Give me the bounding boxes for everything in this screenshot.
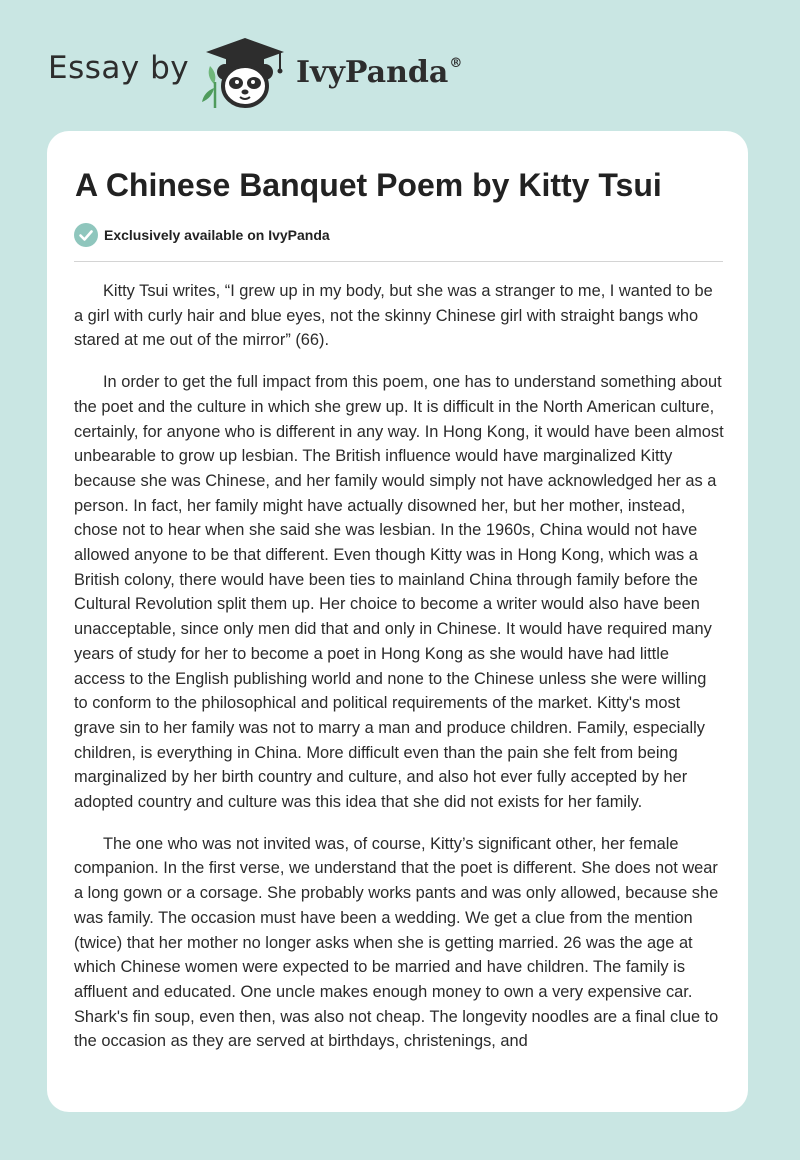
paragraph: In order to get the full impact from this poem, one has to understand something about the poet and the culture in which she grew up. It is difficult in the North American culture, certainly, for anyone who is different in any way. In Hong Kong, it would have been almost unbearable to grow up lesbian. The British influence would have marginalized Kitty because she was Chinese, and her family would simply not have acknowledged her as a person. In fact, her family might have actually disowned her, but her mother, instead, chose not to hear when she said she was lesbian. In the 1960s, China would not have allowed anyone to be that different. Even though Kitty was in Hong Kong, which was a British colony, there would have been ties to mainland China through family before the Cultural Revolution split them up. Her choice to become a writer would also have been unacceptable, since only men did that and only in Chinese. It would have required many years of study for her to become a poet in Hong Kong as she would have had little access to the English publishing world and none to the Chinese unless she were willing to conform to the philosophical and political requirements of the market. Kitty's most grave sin to her family was not to marry a man and produce children. Family, especially children, is everything in China. More difficult even than the pain she felt from being marginalized by her birth country and culture, and also hot ever fully accepted by her adopted country and culture was this idea that she did not exists for her family. xyxy=(74,373,724,812)
site-header xyxy=(0,0,800,130)
essay-by-label: Essay by xyxy=(48,50,190,86)
essay-card xyxy=(47,131,748,1112)
brand-name[interactable] xyxy=(296,55,462,90)
panda-graduate-icon[interactable] xyxy=(200,36,290,110)
exclusive-badge-label: Exclusively available on IvyPanda xyxy=(104,227,330,243)
essay-body xyxy=(74,279,724,1071)
check-circle-icon xyxy=(74,223,98,247)
registered-mark: ® xyxy=(449,56,463,71)
paragraph: The one who was not invited was, of course, Kitty’s significant other, her female companion. In the first verse, we understand that the poet is different. She does not wear a long gown or a corsage. She probably works pants and was only allowed, because she was family. The occasion must have been a wedding. We get a clue from the mention (twice) that her mother no longer asks when she is getting married. 26 was the age at which Chinese women were expected to be married and have children. The family is affluent and educated. One uncle makes enough money to own a very expensive car. Shark's fin soup, even then, was also not cheap. The longevity noodles are a final clue to the occasion as they are served at birthdays, christenings, and xyxy=(74,834,719,1051)
exclusive-badge xyxy=(74,223,330,247)
brand-name-text: IvyPanda xyxy=(296,55,449,90)
title-divider xyxy=(74,261,723,262)
essay-title: A Chinese Banquet Poem by Kitty Tsui xyxy=(75,167,662,203)
paragraph: Kitty Tsui writes, “I grew up in my body, but she was a stranger to me, I wanted to be a girl with curly hair and blue eyes, not the skinny Chinese girl with straight bangs who stared at me out of the mirror” (66). xyxy=(74,282,713,350)
